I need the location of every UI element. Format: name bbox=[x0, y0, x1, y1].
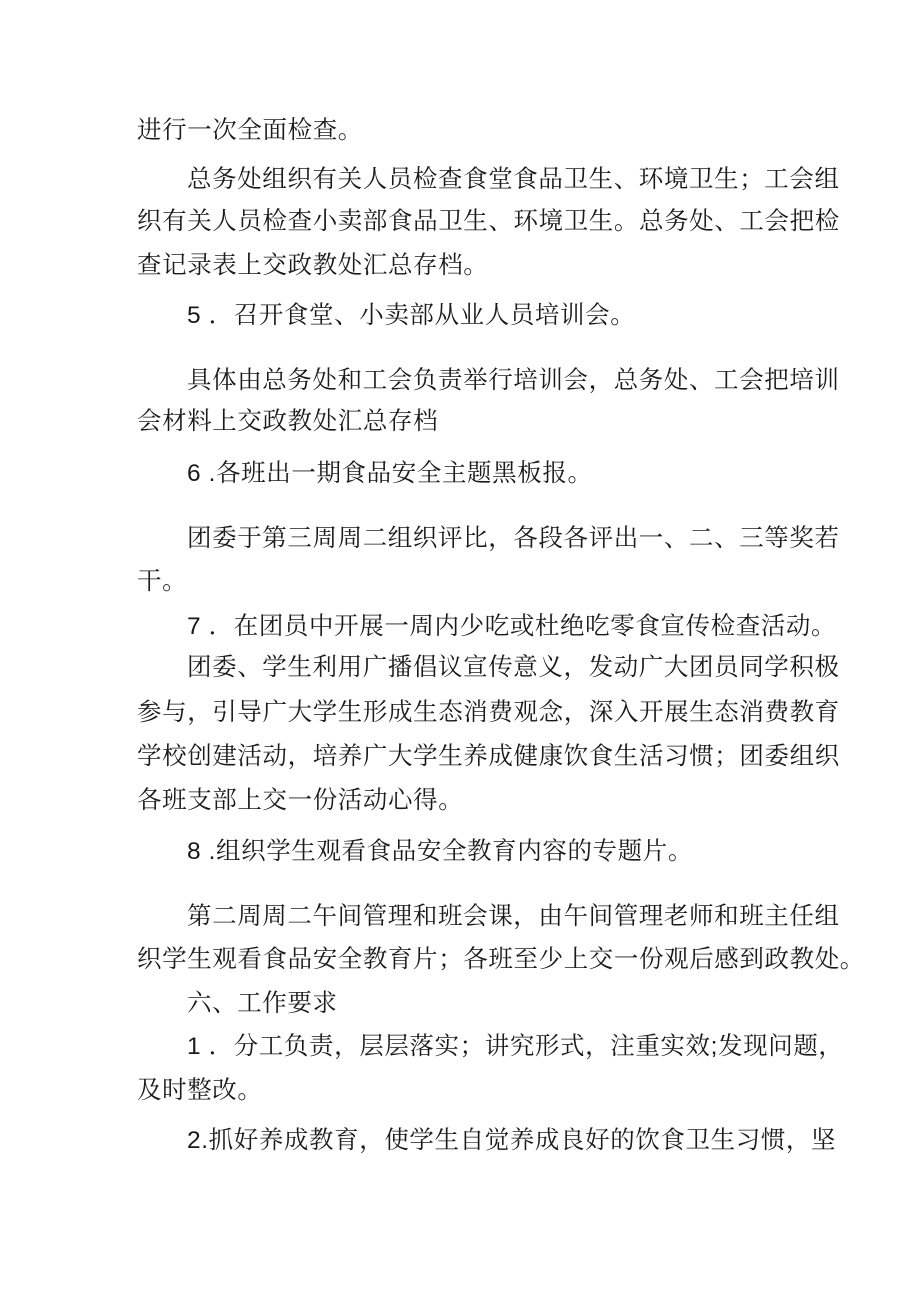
text-line: 参与，引导广大学生形成生态消费观念，深入开展生态消费教育 bbox=[137, 697, 840, 726]
list-item-heading: 5 ．召开食堂、小卖部从业人员培训会。 bbox=[187, 302, 636, 329]
text-line: 进行一次全面检查。 bbox=[137, 115, 363, 144]
list-item-heading: 6 .各班出一期食品安全主题黑板报。 bbox=[187, 460, 593, 487]
section-heading: 六、工作要求 bbox=[187, 988, 338, 1017]
text-line: 查记录表上交政教处汇总存档。 bbox=[137, 250, 489, 279]
list-item-heading: 7 ．在团员中开展一周内少吃或杜绝吃零食宣传检查活动。 bbox=[187, 613, 837, 640]
text-line: 具体由总务处和工会负责举行培训会，总务处、工会把培训 bbox=[187, 365, 840, 394]
text-line: 会材料上交政教处汇总存档 bbox=[137, 406, 439, 435]
text-line: 干。 bbox=[137, 566, 188, 595]
list-item-heading: 2.抓好养成教育，使学生自觉养成良好的饮食卫生习惯，坚 bbox=[187, 1127, 837, 1154]
text-line: 各班支部上交一份活动心得。 bbox=[137, 785, 464, 814]
text-line: 总务处组织有关人员检查食堂食品卫生、环境卫生；工会组 bbox=[187, 164, 840, 193]
text-line: 学校创建活动，培养广大学生养成健康饮食生活习惯；团委组织 bbox=[137, 741, 840, 770]
text-line: 团委、学生利用广播倡议宣传意义，发动广大团员同学积极 bbox=[187, 652, 840, 681]
list-item-heading: 1 ．分工负责，层层落实；讲究形式，注重实效;发现问题， bbox=[187, 1033, 844, 1060]
text-line: 织学生观看食品安全教育片；各班至少上交一份观后感到政教处。 bbox=[137, 944, 865, 973]
list-item-heading: 8 .组织学生观看食品安全教育内容的专题片。 bbox=[187, 838, 693, 865]
text-line: 织有关人员检查小卖部食品卫生、环境卫生。总务处、工会把检 bbox=[137, 206, 840, 235]
text-line: 及时整改。 bbox=[137, 1075, 263, 1104]
text-line: 第二周周二午间管理和班会课，由午间管理老师和班主任组 bbox=[187, 901, 840, 930]
text-line: 团委于第三周周二组织评比，各段各评出一、二、三等奖若 bbox=[187, 523, 840, 552]
